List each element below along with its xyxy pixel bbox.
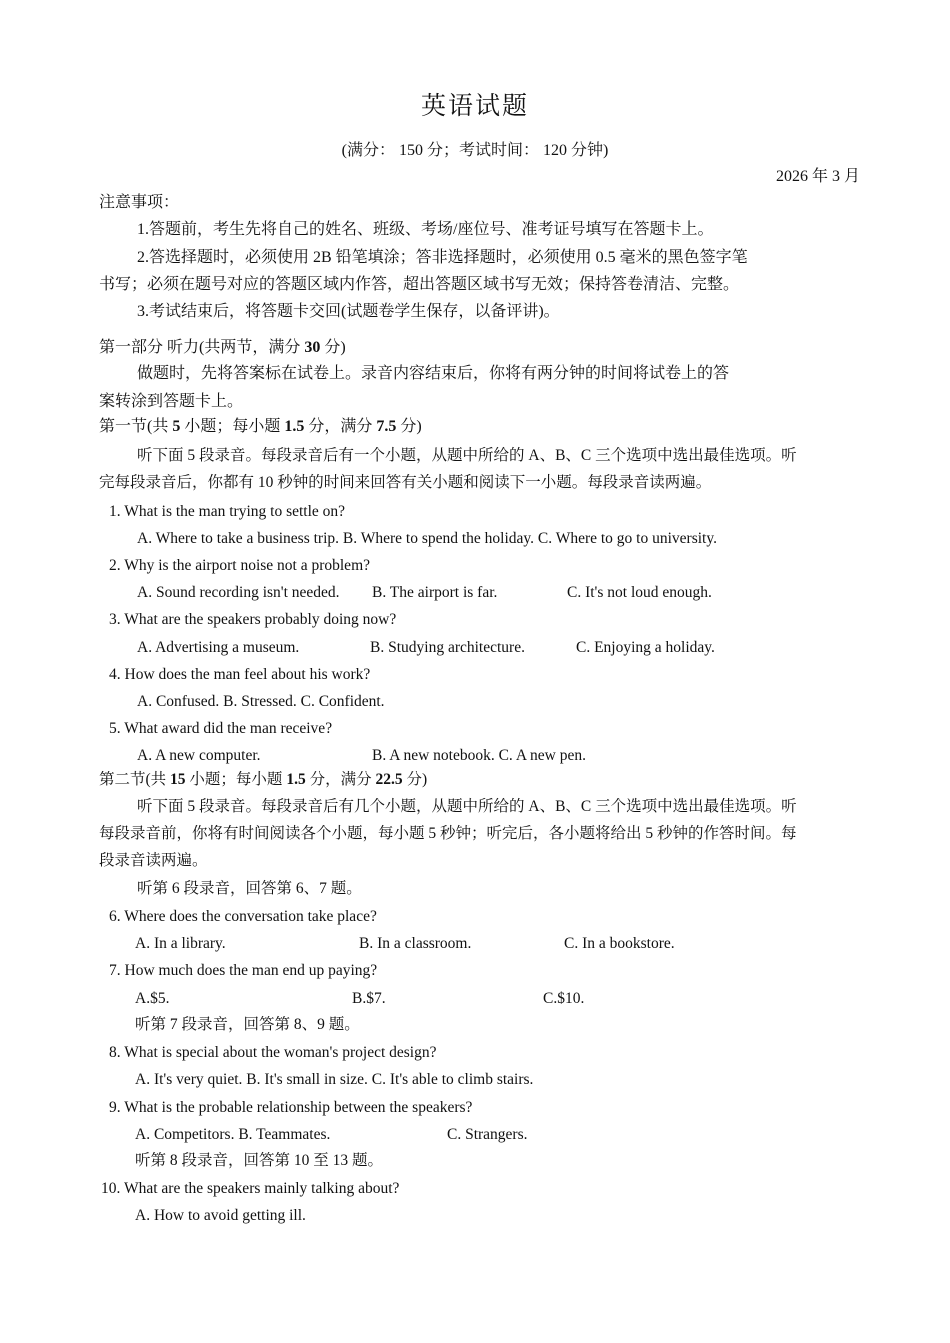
section2-instructions-line2: 每段录音前，你将有时间阅读各个小题，每小题 5 秒钟；听完后，各小题将给出 5 秒钟的作答时间。每 (99, 825, 797, 842)
note-2-line1: 2.答选择题时，必须使用 2B 铅笔填涂；答非选择题时，必须使用 0.5 毫米的黑色签字笔 (137, 249, 748, 266)
part1-heading: 第一部分 听力(共两节，满分 30 分) (99, 339, 346, 356)
question-3: 3. What are the speakers probably doing now? (109, 611, 397, 628)
section2-instructions-line3: 段录音读两遍。 (99, 852, 208, 869)
exam-date: 2026 年 3 月 (776, 168, 861, 185)
segment-7-instruction: 听第 7 段录音，回答第 8、9 题。 (135, 1016, 360, 1033)
question-9-option-c: C. Strangers. (447, 1126, 528, 1143)
question-6-option-c: C. In a bookstore. (564, 935, 675, 952)
segment-8-instruction: 听第 8 段录音，回答第 10 至 13 题。 (135, 1152, 384, 1169)
question-9-options-ab: A. Competitors. B. Teammates. (135, 1126, 331, 1143)
question-5-option-bc: B. A new notebook. C. A new pen. (372, 747, 586, 764)
segment-6-instruction: 听第 6 段录音，回答第 6、7 题。 (137, 880, 362, 897)
question-6-option-b: B. In a classroom. (359, 935, 472, 952)
question-2-option-a: A. Sound recording isn't needed. (137, 584, 340, 601)
question-5: 5. What award did the man receive? (109, 720, 333, 737)
question-1-options: A. Where to take a business trip. B. Where to spend the holiday. C. Where to go to university. (137, 530, 717, 547)
question-4-options: A. Confused. B. Stressed. C. Confident. (137, 693, 385, 710)
question-2-option-c: C. It's not loud enough. (567, 584, 712, 601)
question-10-option-a: A. How to avoid getting ill. (135, 1207, 306, 1224)
question-2-option-b: B. The airport is far. (372, 584, 498, 601)
part1-instructions-line2: 案转涂到答题卡上。 (99, 393, 244, 410)
question-5-option-a: A. A new computer. (137, 747, 261, 764)
question-9: 9. What is the probable relationship between the speakers? (109, 1099, 473, 1116)
question-6: 6. Where does the conversation take place? (109, 908, 377, 925)
question-6-option-a: A. In a library. (135, 935, 226, 952)
note-2-line2: 书写；必须在题号对应的答题区域内作答，超出答题区域书写无效；保持答卷清洁、完整。 (99, 276, 740, 293)
section2-instructions-line1: 听下面 5 段录音。每段录音后有几个小题，从题中所给的 A、B、C 三个选项中选出最佳选项。听 (137, 798, 797, 815)
page-title: 英语试题 (420, 93, 529, 120)
note-3: 3.考试结束后，将答题卡交回(试题卷学生保存，以备评讲)。 (137, 303, 560, 320)
question-3-option-a: A. Advertising a museum. (137, 639, 300, 656)
question-3-option-b: B. Studying architecture. (370, 639, 525, 656)
question-3-option-c: C. Enjoying a holiday. (576, 639, 715, 656)
question-2: 2. Why is the airport noise not a problem? (109, 557, 371, 574)
question-8: 8. What is special about the woman's project design? (109, 1044, 437, 1061)
question-7-option-c: C.$10. (543, 990, 585, 1007)
notes-heading: 注意事项： (99, 194, 180, 211)
section1-instructions-line2: 完每段录音后，你都有 10 秒钟的时间来回答有关小题和阅读下一小题。每段录音读两遍。 (99, 474, 712, 491)
section2-heading: 第二节(共 15 小题；每小题 1.5 分，满分 22.5 分) (99, 771, 428, 788)
question-4: 4. How does the man feel about his work? (109, 666, 371, 683)
question-1: 1. What is the man trying to settle on? (109, 503, 346, 520)
question-7: 7. How much does the man end up paying? (109, 962, 378, 979)
question-7-option-b: B.$7. (352, 990, 386, 1007)
question-8-options: A. It's very quiet. B. It's small in size. C. It's able to climb stairs. (135, 1071, 534, 1088)
section1-instructions-line1: 听下面 5 段录音。每段录音后有一个小题，从题中所给的 A、B、C 三个选项中选出最佳选项。听 (137, 447, 797, 464)
section1-heading: 第一节(共 5 小题；每小题 1.5 分，满分 7.5 分) (99, 418, 422, 435)
question-7-option-a: A.$5. (135, 990, 170, 1007)
note-1: 1.答题前，考生先将自己的姓名、班级、考场/座位号、准考证号填写在答题卡上。 (137, 221, 714, 238)
question-10: 10. What are the speakers mainly talking about? (101, 1180, 400, 1197)
exam-subtitle: (满分： 150 分；考试时间： 120 分钟) (341, 142, 609, 159)
part1-instructions-line1: 做题时，先将答案标在试卷上。录音内容结束后，你将有两分钟的时间将试卷上的答 (137, 365, 730, 382)
